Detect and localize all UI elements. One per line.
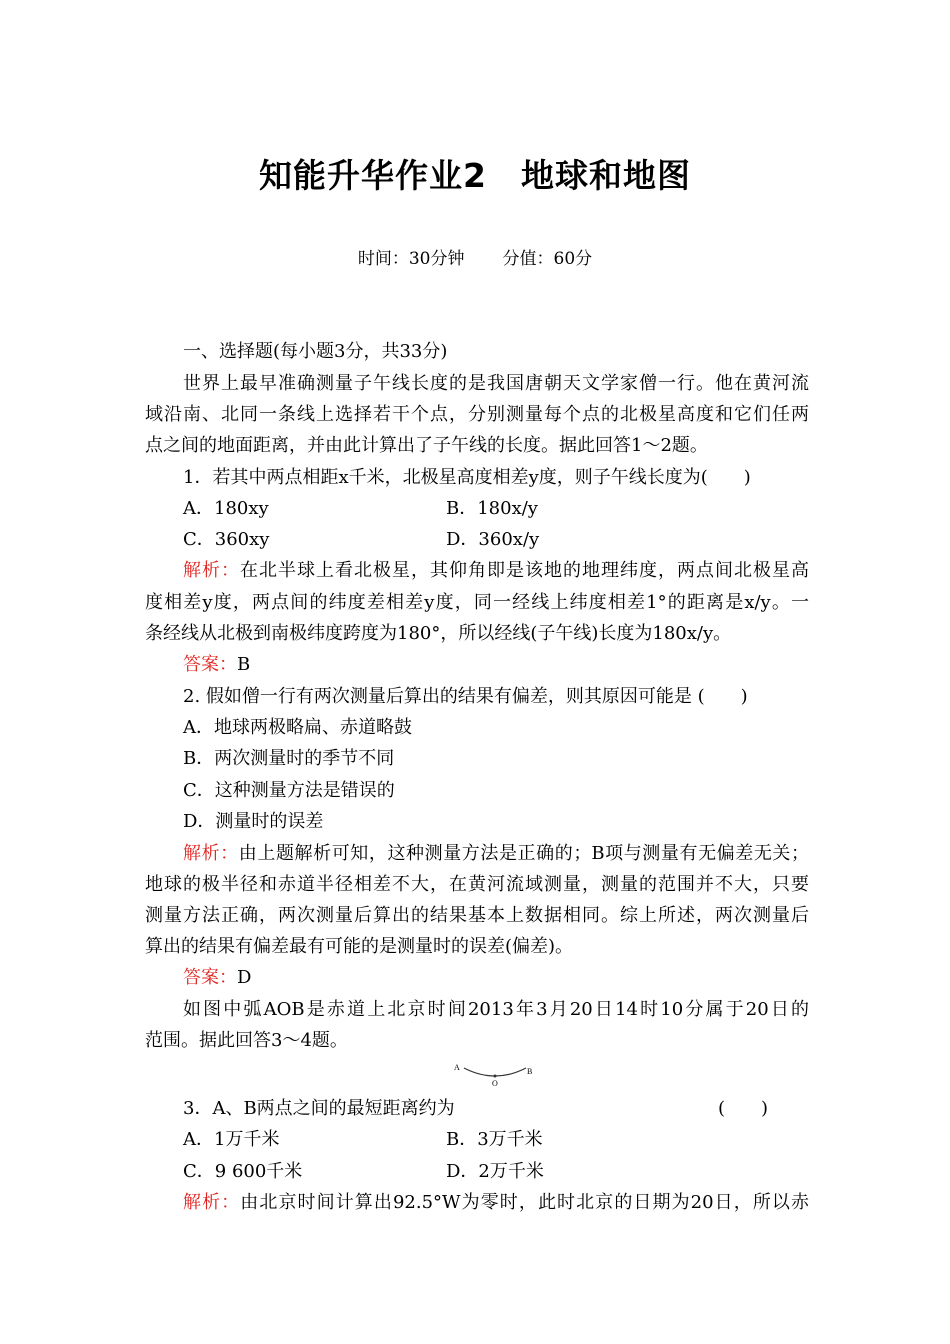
- question-stem: 2. 假如僧一行有两次测量后算出的结果有偏差，则其原因可能是 ( ): [183, 686, 748, 707]
- answer-label: 答案：: [183, 654, 237, 675]
- analysis-label: 解析：: [183, 843, 239, 864]
- option-d: D．测量时的误差: [183, 811, 324, 832]
- page-title: 知能升华作业2 地球和地图: [259, 156, 691, 195]
- time-limit: 时间：30分钟: [357, 249, 465, 269]
- label-a: A: [454, 1063, 460, 1072]
- intro-line: 点之间的地面距离，并由此计算出了子午线的长度。据此回答1～2题。: [145, 435, 708, 456]
- option-b: B．3万千米: [446, 1129, 543, 1150]
- intro-line: 范围。据此回答3～4题。: [145, 1030, 348, 1051]
- option-a: A．地球两极略扁、赤道略鼓: [183, 717, 412, 738]
- answer-line: [183, 649, 847, 681]
- option-b: B．两次测量时的季节不同: [183, 748, 395, 769]
- intro-line: 世界上最早准确测量子午线长度的是我国唐朝天文学家僧一行。他在黄河流: [183, 373, 809, 394]
- analysis-line: 度相差y度，两点间的纬度差相差y度，同一经线上纬度相差1°的距离是x/y。一: [145, 592, 809, 613]
- analysis-line: 测量方法正确，两次测量后算出的结果基本上数据相同。综上所述，两次测量后: [145, 905, 809, 926]
- intro-line: 域沿南、北同一条线上选择若干个点，分别测量每个点的北极星高度和它们任两: [145, 404, 809, 425]
- option-a: A．180xy: [183, 498, 269, 519]
- analysis-line: 解析：在北半球上看北极星，其仰角即是该地的地理纬度，两点间北极星高: [183, 560, 809, 581]
- analysis-line: 解析：由上题解析可知，这种测量方法是正确的；B项与测量有无偏差无关；: [183, 843, 809, 864]
- question-stem: 3．A、B两点之间的最短距离约为: [183, 1098, 455, 1119]
- point-o: [494, 1075, 497, 1078]
- answer-label: 答案：: [183, 967, 237, 988]
- label-b: B: [527, 1067, 533, 1076]
- total-score: 分值：60分: [502, 249, 593, 269]
- arc-aob-figure: [450, 1058, 540, 1088]
- section-heading: 一、选择题(每小题3分，共33分): [183, 341, 448, 362]
- label-o: O: [492, 1079, 498, 1088]
- option-c: C．9 600千米: [183, 1161, 303, 1182]
- answer-value: D: [237, 967, 252, 988]
- analysis-line: 地球的极半径和赤道半径相差不大，在黄河流域测量，测量的范围并不大，只要: [145, 874, 809, 895]
- analysis-line: 算出的结果有偏差最有可能的是测量时的误差(偏差)。: [145, 936, 574, 957]
- intro-line: 如图中弧AOB是赤道上北京时间2013年3月20日14时10分属于20日的: [183, 999, 809, 1020]
- analysis-line: 解析：由北京时间计算出92.5°W为零时，此时北京的日期为20日，所以赤: [183, 1192, 810, 1213]
- analysis-label: 解析：: [183, 1192, 241, 1213]
- analysis-label: 解析：: [183, 560, 240, 581]
- option-a: A．1万千米: [183, 1129, 280, 1150]
- answer-line: [183, 962, 847, 994]
- option-c: C．360xy: [183, 529, 270, 550]
- question-stem: 1．若其中两点相距x千米，北极星高度相差y度，则子午线长度为( ): [183, 467, 751, 488]
- option-c: C．这种测量方法是错误的: [183, 780, 395, 801]
- answer-value: B: [237, 654, 251, 675]
- analysis-line: 条经线从北极到南极纬度跨度为180°，所以经线(子午线)长度为180x/y。: [145, 623, 732, 644]
- option-d: D．2万千米: [446, 1161, 544, 1182]
- option-b: B．180x/y: [446, 498, 538, 519]
- option-d: D．360x/y: [446, 529, 540, 550]
- exam-meta: [0, 244, 950, 269]
- answer-paren: ( ): [718, 1098, 769, 1119]
